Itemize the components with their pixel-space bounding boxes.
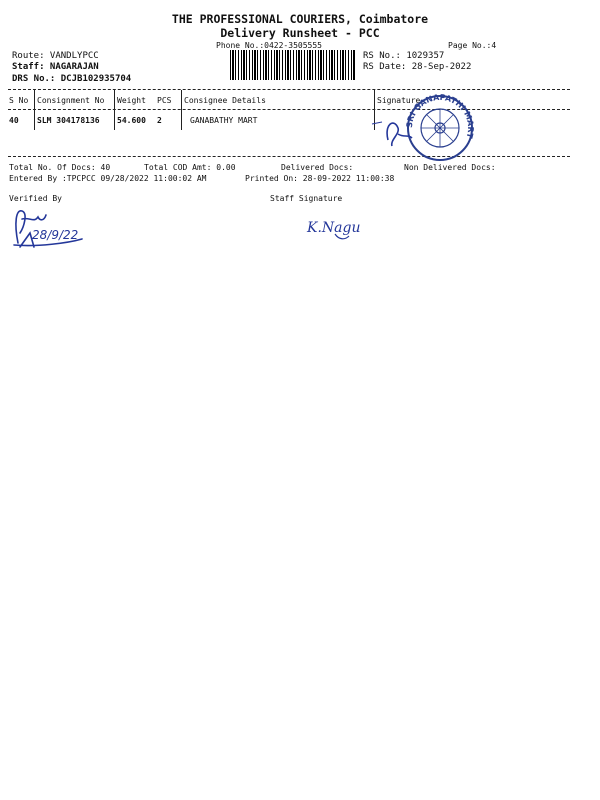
page-number: Page No.:4: [448, 41, 497, 50]
row-consignment: SLM 304178136: [37, 116, 100, 125]
company-title: THE PROFESSIONAL COURIERS, Coimbatore: [171, 12, 429, 26]
stamp-text: SRI GANAPATHI MART: [404, 92, 476, 140]
total-cod: Total COD Amt: 0.00: [144, 163, 236, 172]
rs-number: RS No.: 1029357: [363, 51, 445, 61]
svg-text:SRI GANAPATHI MART: [405, 93, 475, 140]
header-pcs: PCS: [157, 96, 172, 105]
row-s-no: 40: [9, 116, 19, 125]
row-weight: 54.600: [117, 116, 146, 125]
runsheet-subtitle: Delivery Runsheet - PCC: [220, 26, 380, 40]
header-signature: Signature: [377, 96, 421, 105]
header-s-no: S No: [9, 96, 29, 105]
drs-number: DRS No.: DCJB102935704: [12, 74, 132, 84]
staff-signature-handwriting: K.Nagu: [307, 220, 361, 236]
barcode: [230, 50, 356, 80]
header-weight: Weight: [117, 96, 146, 105]
staff-name: Staff: NAGARAJAN: [12, 62, 99, 72]
total-docs: Total No. Of Docs: 40: [9, 163, 111, 172]
table-top-rule: [8, 89, 570, 90]
col-divider: [34, 90, 35, 130]
col-divider: [181, 90, 182, 130]
verified-date-handwriting: 28/9/22: [32, 228, 79, 242]
row-pcs: 2: [157, 116, 162, 125]
rs-date: RS Date: 28-Sep-2022: [363, 62, 472, 72]
non-delivered-docs: Non Delivered Docs:: [404, 163, 496, 172]
printed-on: Printed On: 28-09-2022 11:00:38: [245, 174, 395, 183]
delivered-docs: Delivered Docs:: [281, 163, 354, 172]
route: Route: VANDLYPCC: [12, 51, 99, 61]
header-consignment: Consignment No: [37, 96, 105, 105]
row-consignee: GANABATHY MART: [190, 116, 258, 125]
staff-signature-label: Staff Signature: [270, 194, 343, 203]
entered-by: Entered By :TPCPCC 09/28/2022 11:00:02 AM: [9, 174, 207, 183]
verified-by-label: Verified By: [9, 194, 62, 203]
col-divider: [114, 90, 115, 130]
header-consignee: Consignee Details: [184, 96, 266, 105]
phone-number: Phone No.:0422-3505555: [216, 41, 322, 50]
